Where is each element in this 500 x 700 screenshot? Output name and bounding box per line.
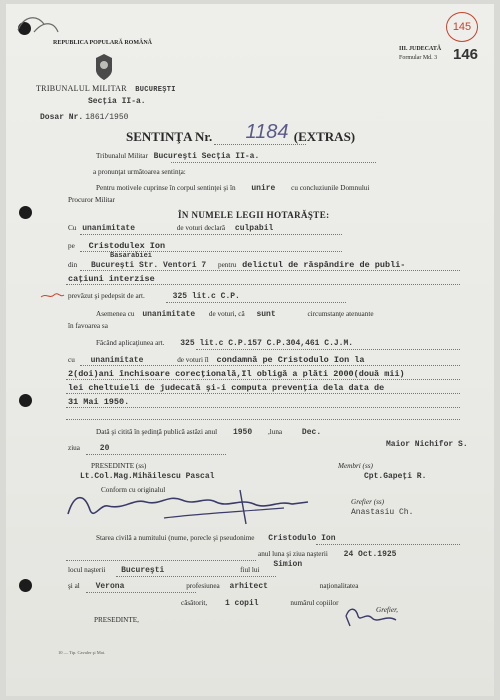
intro-line-1: Tribunalul Militar Bucureşti Secţia II-a. <box>96 152 260 161</box>
page-number-circled: 145 <box>446 12 478 42</box>
day-line: ziua 20 <box>68 444 110 453</box>
sentence-row-1: 2(doi)ani închisoare corecţională,Il obligă a plăti 2000(două mii) <box>68 369 405 379</box>
mother-line: şi al Verona profesiunea arhitect naţionalitatea <box>68 582 359 591</box>
grefier-2-label: Grefier, <box>376 606 398 614</box>
grefier-label: Grefier (ss) <box>351 498 385 506</box>
verdict-line: Cu unanimitate de voturi declară culpabil <box>68 224 274 233</box>
coat-of-arms-emblem <box>92 52 116 82</box>
republic-label: REPUBLICA POPULARĂ ROMÂNĂ <box>53 40 152 46</box>
members-label: Membri (ss) <box>338 462 373 470</box>
intro-line-2: a pronunţat următoarea sentinţa: <box>93 168 186 176</box>
decision-heading: ÎN NUMELE LEGII HOTARĂŞTE: <box>178 210 330 220</box>
printer-footer: 10 — Tip. Cavaler şi Mai. <box>58 650 106 655</box>
president-name: Lt.Col.Mag.Mihăilescu Pascal <box>80 472 215 481</box>
tribunal-label: TRIBUNALUL MILITAR BUCUREŞTI <box>36 84 176 94</box>
members-name: Cpt.Gapeţi R. <box>364 472 427 481</box>
sentence-row-3: 31 Mai 1950. <box>68 397 130 407</box>
circumstances-line: Asemenea cu unanimitate de voturi, că sunt circumstanţe atenuante <box>96 310 374 319</box>
sentence-title: SENTINŢA Nr. 1184 (EXTRAS) <box>126 121 356 144</box>
sentence-number: 1184 <box>245 121 289 143</box>
favor-line: în favoarea sa <box>68 322 108 330</box>
application-line: Făcând aplicaţiunea art. 325 lit.c C.P.157 C.P.304,461 C.J.M. <box>96 339 354 348</box>
conform-label: Conform cu originalul <box>101 486 166 494</box>
red-margin-mark <box>40 292 66 300</box>
marital-line: căsătorit, 1 copil numărul copiilor <box>181 599 339 608</box>
document-sheet <box>6 4 494 696</box>
punch-hole <box>19 579 32 592</box>
birthplace-line: locul naşterii Bucureşti fiul lui Simion <box>68 560 303 575</box>
formular-label: Formular Md. 3 <box>399 55 438 61</box>
punch-hole <box>19 394 32 407</box>
condemn-line: cu unanimitate de voturi îl condamnă pe Cristodulo Ion la <box>68 355 365 365</box>
judecata-label: III. JUDECATĂ <box>399 46 442 52</box>
grefier-name: Anastasiu Ch. <box>351 508 414 517</box>
judge-name: Maior Nichifor S. <box>386 440 468 449</box>
grefier-signature <box>342 600 402 630</box>
delict-continuation: caţiuni interzise <box>68 274 155 284</box>
address-line: din Bucureşti Str. Ventori 7 pentru delictul de răspândire de publi- <box>68 260 406 270</box>
article-line: prevăzut şi pedepsit de art. 325 lit.c C.P. <box>68 292 240 301</box>
address-overtype: Basarabiei <box>110 252 153 260</box>
punch-hole <box>19 206 32 219</box>
reading-date-line: Dată şi citită în şedinţă publică astăzi anul 1950 ,luna Dec. <box>96 428 322 437</box>
handwritten-signature <box>64 484 314 528</box>
president-2-label: PRESEDINTE, <box>94 616 139 624</box>
page-number: 146 <box>453 46 479 63</box>
sentence-row-2: lei cheltuieli de judecată şi-i computa prevenţia dela data de <box>68 383 385 393</box>
dosar-field: Dosar Nr. 1861/1950 <box>40 113 129 122</box>
defendant-line: pe Cristodulex Ion <box>68 241 166 251</box>
birth-date-line: anul luna şi ziua naşterii 24 Oct.1925 <box>258 550 397 559</box>
section-label: Secţia II-a. <box>88 97 146 106</box>
president-label: PRESEDINTE (ss) <box>91 462 147 470</box>
intro-line-4: Procuror Militar <box>68 196 115 204</box>
civil-status-line: Starea civilă a numitului (nume, porecle şi pseudonime Cristodulo Ion <box>96 534 336 543</box>
intro-line-3: Pentru motivele cuprinse în corpul sentinţei şi în unire cu concluziunile Domnului <box>96 184 370 193</box>
